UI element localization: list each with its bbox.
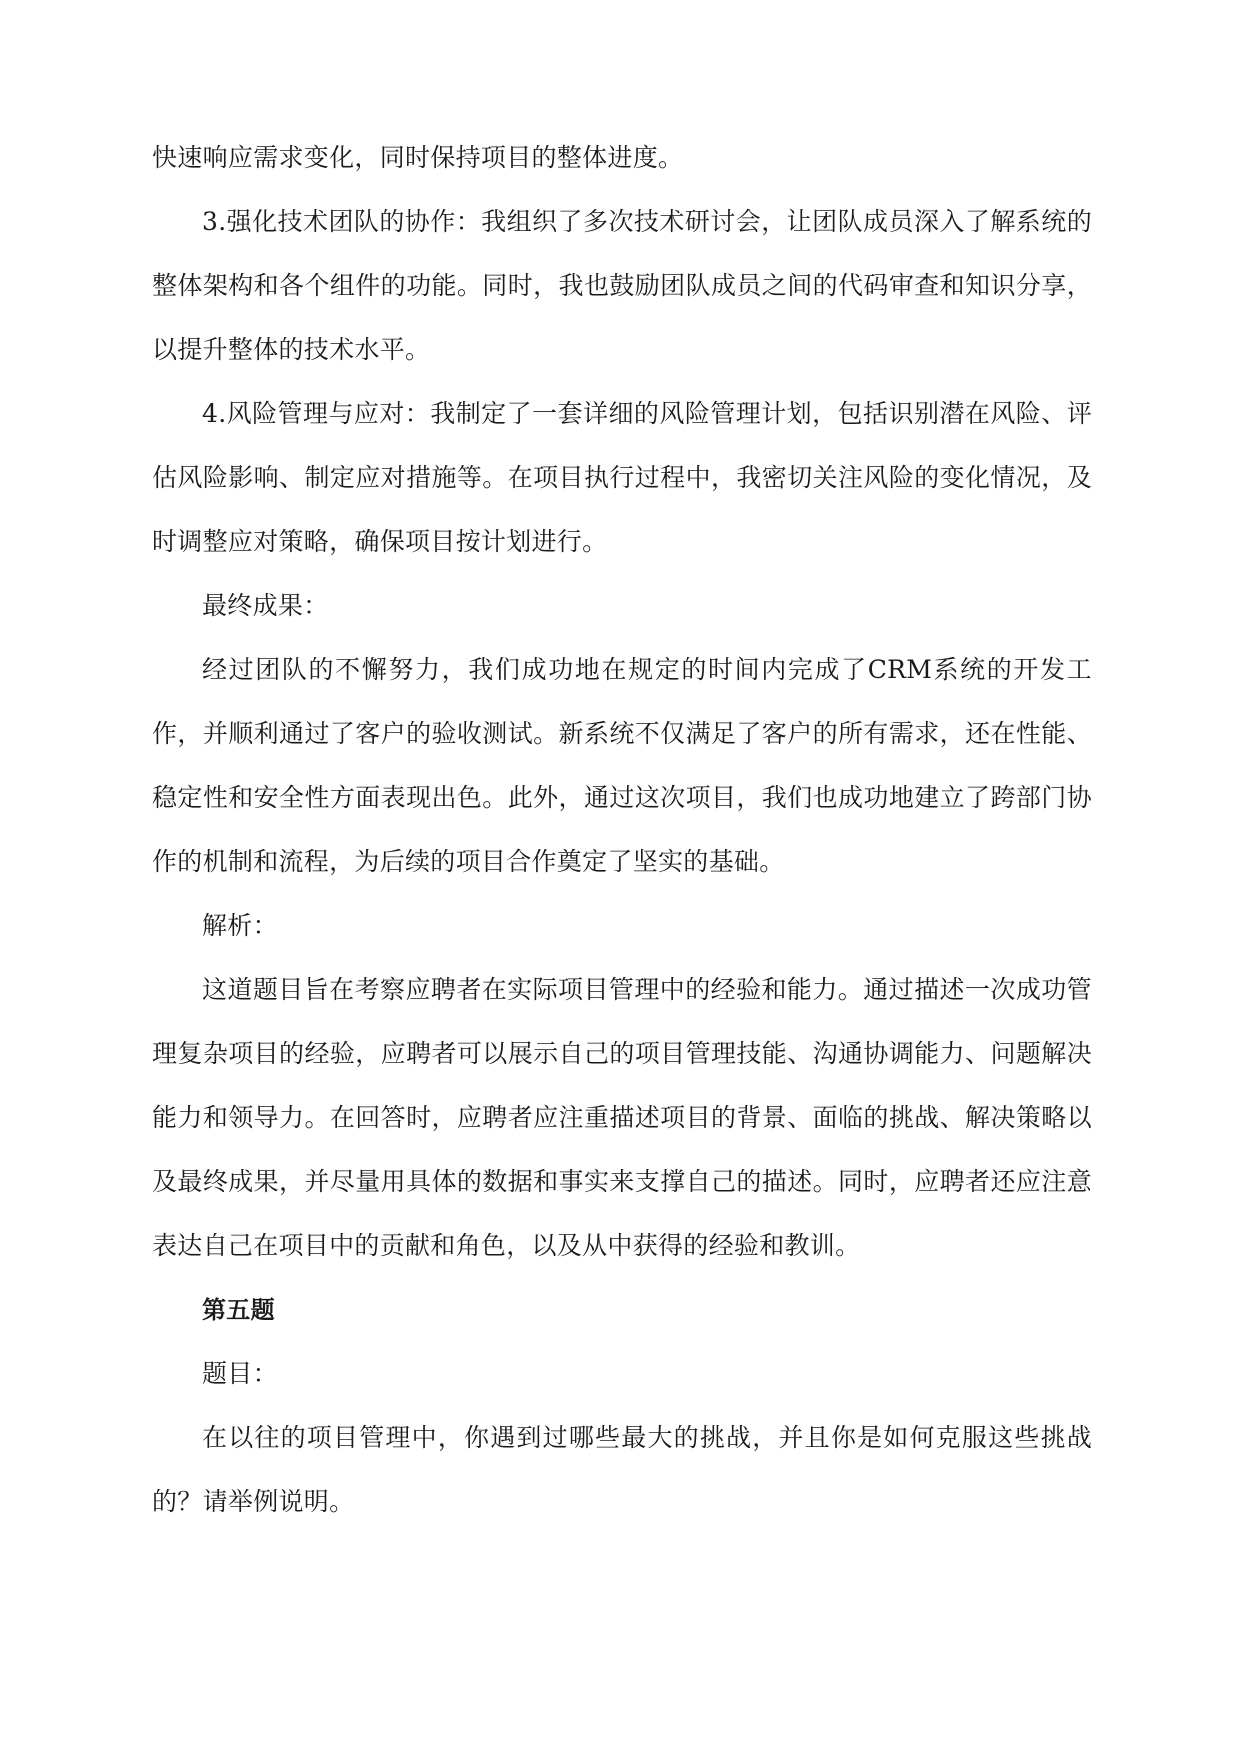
question-paragraph: 在以往的项目管理中，你遇到过哪些最大的挑战，并且你是如何克服这些挑战的？请举例说明。 <box>152 1423 1092 1516</box>
section-heading: 第五题 <box>202 1296 275 1324</box>
question-label: 题目： <box>202 1359 278 1388</box>
point-3-paragraph: 3.强化技术团队的协作：我组织了多次技术研讨会，让团队成员深入了解系统的整体架构和各个组件的功能。同时，我也鼓励团队成员之间的代码审查和知识分享，以提升整体的技术水平。 <box>152 207 1092 364</box>
result-paragraph: 经过团队的不懈努力，我们成功地在规定的时间内完成了CRM系统的开发工作，并顺利通过了客户的验收测试。新系统不仅满足了客户的所有需求，还在性能、稳定性和安全性方面表现出色。此外，通过这次项目，我们也成功地建立了跨部门协作的机制和流程，为后续的项目合作奠定了坚实的基础。 <box>152 655 1092 876</box>
result-label: 最终成果： <box>202 591 329 620</box>
analysis-paragraph: 这道题目旨在考察应聘者在实际项目管理中的经验和能力。通过描述一次成功管理复杂项目的经验，应聘者可以展示自己的项目管理技能、沟通协调能力、问题解决能力和领导力。在回答时，应聘者应注重描述项目的背景、面临的挑战、解决策略以及最终成果，并尽量用具体的数据和事实来支撑自己的描述。同时，应聘者还应注意表达自己在项目中的贡献和角色，以及从中获得的经验和教训。 <box>152 975 1092 1260</box>
continuation-paragraph: 快速响应需求变化，同时保持项目的整体进度。 <box>152 143 684 172</box>
analysis-label: 解析： <box>202 911 278 940</box>
point-4-paragraph: 4.风险管理与应对：我制定了一套详细的风险管理计划，包括识别潜在风险、评估风险影响、制定应对措施等。在项目执行过程中，我密切关注风险的变化情况，及时调整应对策略，确保项目按计划进行。 <box>152 399 1092 556</box>
